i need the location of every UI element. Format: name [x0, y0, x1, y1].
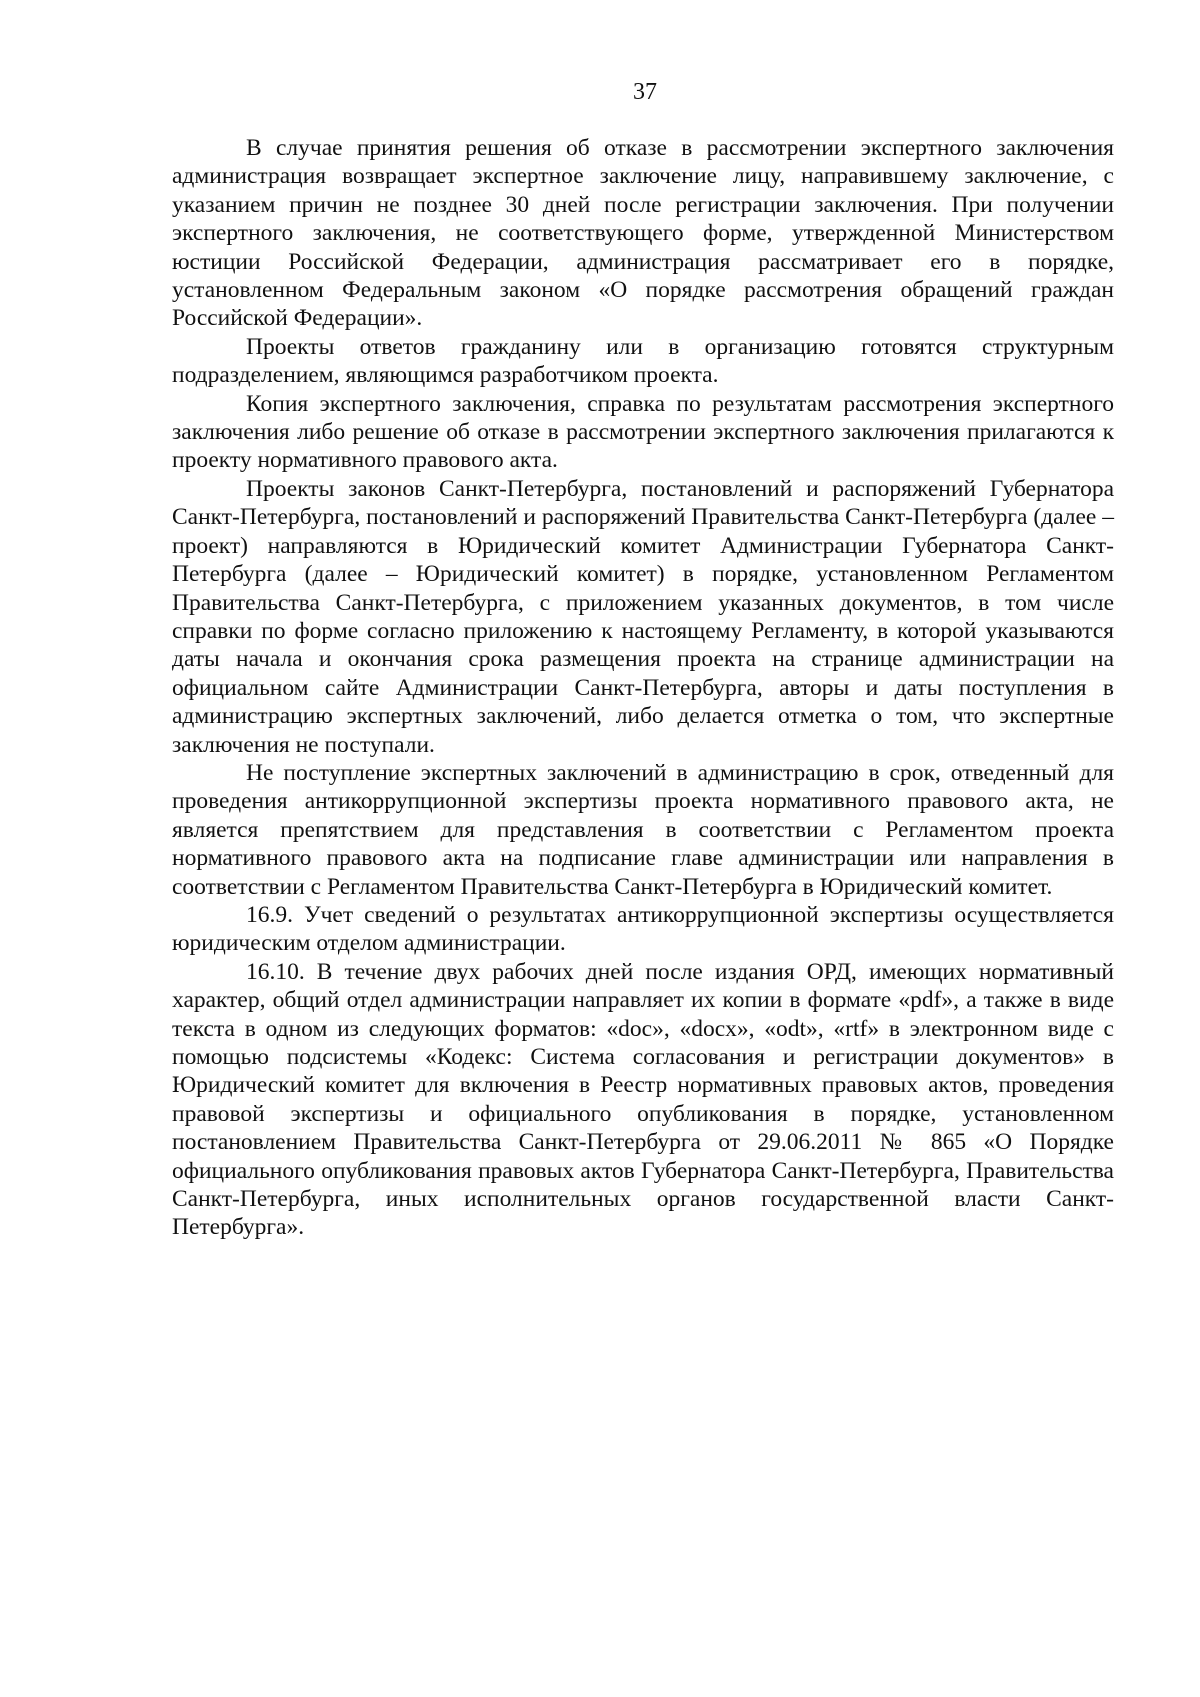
paragraph-no-conclusions: Не поступление экспертных заключений в администрацию в срок, отведенный для проведения антикоррупционной экспертизы проекта нормативного правового акта, не является препятствием для представления в соответствии с Регламентом проекта нормативного правового акта на подписание главе администрации или направления в соответствии с Регламентом Правительства Санкт-Петербурга в Юридический комитет. [172, 759, 1114, 900]
paragraph-16-10: 16.10. В течение двух рабочих дней после издания ОРД, имеющих нормативный характер, общий отдел администрации направляет их копии в формате «pdf», а также в виде текста в одном из следующих форматов: «doc», «docx», «odt», «rtf» в электронном виде с помощью подсистемы «Кодекс: Система согласования и регистрации документов» в Юридический комитет для включения в Реестр нормативных правовых актов, проведения правовой экспертизы и официального опубликования в порядке, установленном постановлением Правительства Санкт-Петербурга от 29.06.2011 № 865 «О Порядке официального опубликования правовых актов Губернатора Санкт-Петербурга, Правительства Санкт-Петербурга, иных исполнительных органов государственной власти Санкт-Петербурга». [172, 958, 1114, 1241]
paragraph-16-9: 16.9. Учет сведений о результатах антикоррупционной экспертизы осуществляется юридическим отделом администрации. [172, 901, 1114, 957]
paragraph-legal-committee-submission: Проекты законов Санкт-Петербурга, постановлений и распоряжений Губернатора Санкт-Петербурга, постановлений и распоряжений Правительства Санкт-Петербурга (далее – проект) направляются в Юридический комитет Администрации Губернатора Санкт-Петербурга (далее – Юридический комитет) в порядке, установленном Регламентом Правительства Санкт-Петербурга, с приложением указанных документов, в том числе справки по форме согласно приложению к настоящему Регламенту, в которой указываются даты начала и окончания срока размещения проекта на странице администрации на официальном сайте Администрации Санкт-Петербурга, авторы и даты поступления в администрацию экспертных заключений, либо делается отметка о том, что экспертные заключения не поступали. [172, 475, 1114, 758]
paragraph-attachments: Копия экспертного заключения, справка по результатам рассмотрения экспертного заключения либо решение об отказе в рассмотрении экспертного заключения прилагаются к проекту нормативного правового акта. [172, 390, 1114, 474]
paragraph-reply-drafts: Проекты ответов гражданину или в организацию готовятся структурным подразделением, являющимся разработчиком проекта. [172, 333, 1114, 389]
document-body [172, 134, 1114, 1242]
paragraph-refusal-procedure: В случае принятия решения об отказе в рассмотрении экспертного заключения администрация возвращает экспертное заключение лицу, направившему заключение, с указанием причин не позднее 30 дней после регистрации заключения. При получении экспертного заключения, не соответствующего форме, утвержденной Министерством юстиции Российской Федерации, администрация рассматривает его в порядке, установленном Федеральным законом «О порядке рассмотрения обращений граждан Российской Федерации». [172, 135, 1114, 332]
page-number: 37 [633, 79, 657, 105]
